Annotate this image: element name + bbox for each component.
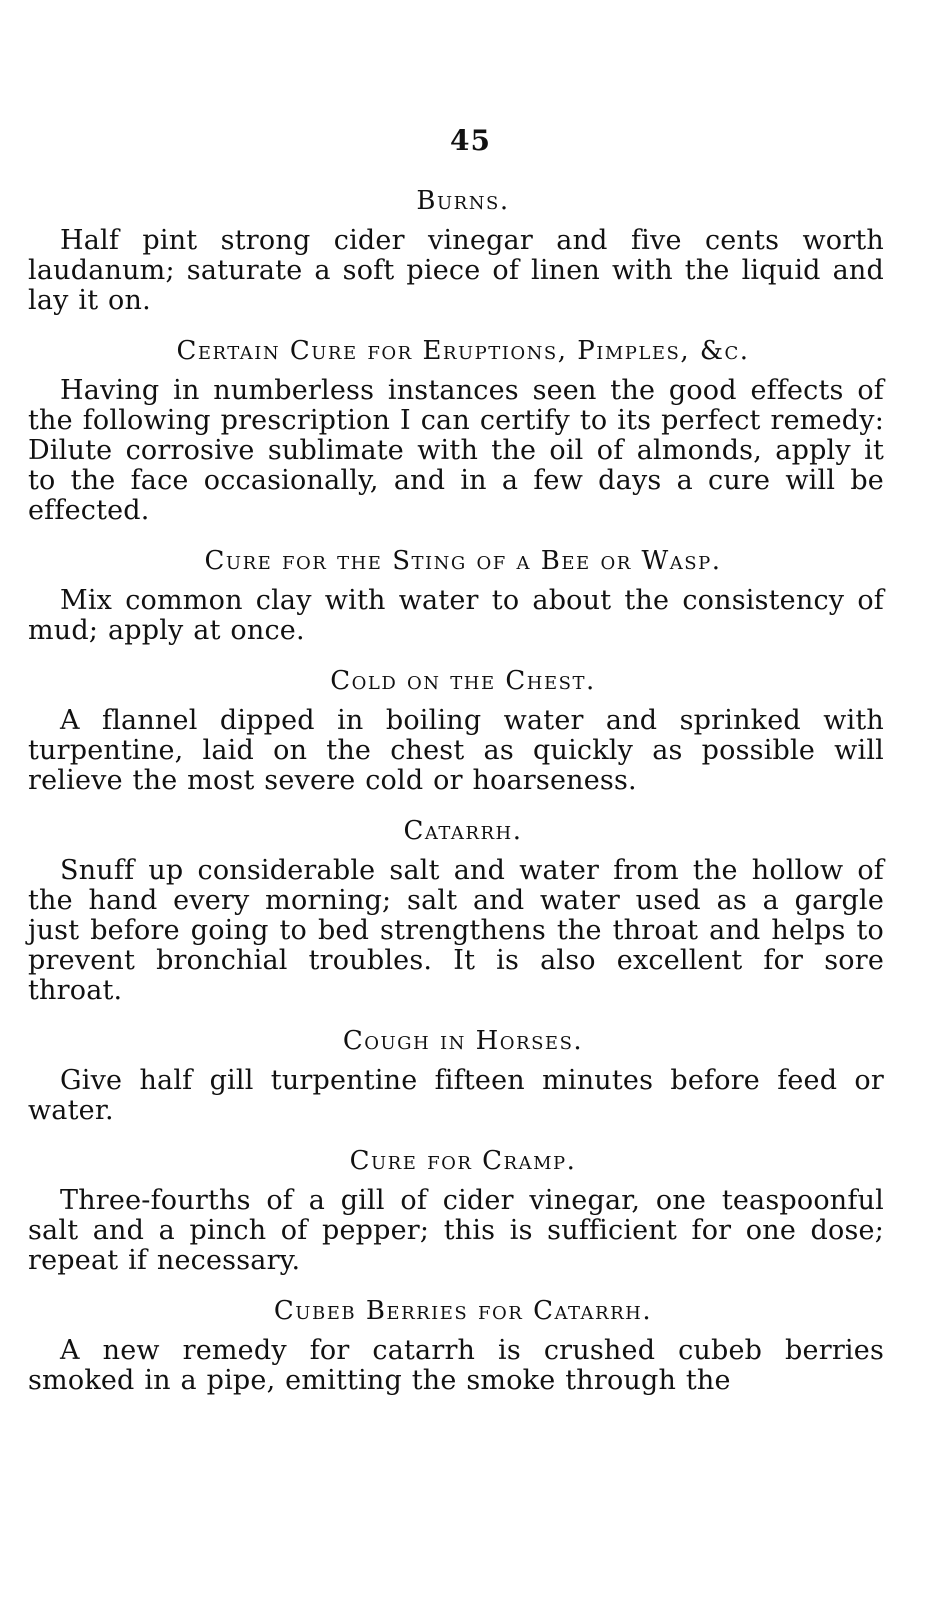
section-heading: Cold on the Chest. bbox=[330, 666, 596, 696]
section-text: Mix common clay with water to about the consistency of mud; apply at once. bbox=[28, 585, 884, 646]
page-number: 45 bbox=[450, 124, 491, 157]
section-cold-on-chest bbox=[28, 664, 884, 796]
section-text: A new remedy for catarrh is crushed cubeb berries smoked in a pipe, emitting the smoke through the bbox=[28, 1335, 884, 1396]
section-cure-for-cramp bbox=[28, 1144, 884, 1276]
section-catarrh bbox=[28, 814, 884, 1006]
section-text: Give half gill turpentine fifteen minutes before feed or water. bbox=[28, 1065, 884, 1126]
section-heading: Certain Cure for Eruptions, Pimples, &c. bbox=[176, 336, 750, 366]
section-text: A flannel dipped in boiling water and sprinked with turpentine, laid on the chest as quickly as possible will relieve the most severe cold or hoarseness. bbox=[28, 705, 884, 796]
section-text: Three-fourths of a gill of cider vinegar, one teaspoonful salt and a pinch of pepper; this is sufficient for one dose; repeat if necessary. bbox=[28, 1185, 884, 1276]
section-heading: Cure for Cramp. bbox=[349, 1146, 577, 1176]
section-cough-in-horses bbox=[28, 1024, 884, 1126]
section-eruptions-pimples bbox=[28, 334, 884, 526]
section-heading: Cubeb Berries for Catarrh. bbox=[273, 1296, 653, 1326]
section-heading: Catarrh. bbox=[403, 816, 523, 846]
section-heading: Cure for the Sting of a Bee or Wasp. bbox=[204, 546, 722, 576]
section-burns bbox=[28, 184, 884, 316]
page-content bbox=[28, 184, 884, 1396]
section-heading: Burns. bbox=[416, 186, 510, 216]
section-text: Snuff up considerable salt and water from the hollow of the hand every morning; salt and water used as a gargle just before going to bed strengthens the throat and helps to prevent bronchial troubles. It is also excellent for sore throat. bbox=[28, 855, 884, 1006]
section-heading: Cough in Horses. bbox=[342, 1026, 584, 1056]
section-text: Half pint strong cider vinegar and five cents worth laudanum; saturate a soft piece of linen with the liquid and lay it on. bbox=[28, 225, 884, 316]
section-text: Having in numberless instances seen the good effects of the following prescription I can certify to its perfect remedy: Dilute corrosive sublimate with the oil of almonds, apply it to the face occasionally, and in a few days a cure will be effected. bbox=[28, 375, 884, 526]
section-cubeb-berries bbox=[28, 1294, 884, 1396]
section-sting-bee-wasp bbox=[28, 544, 884, 646]
